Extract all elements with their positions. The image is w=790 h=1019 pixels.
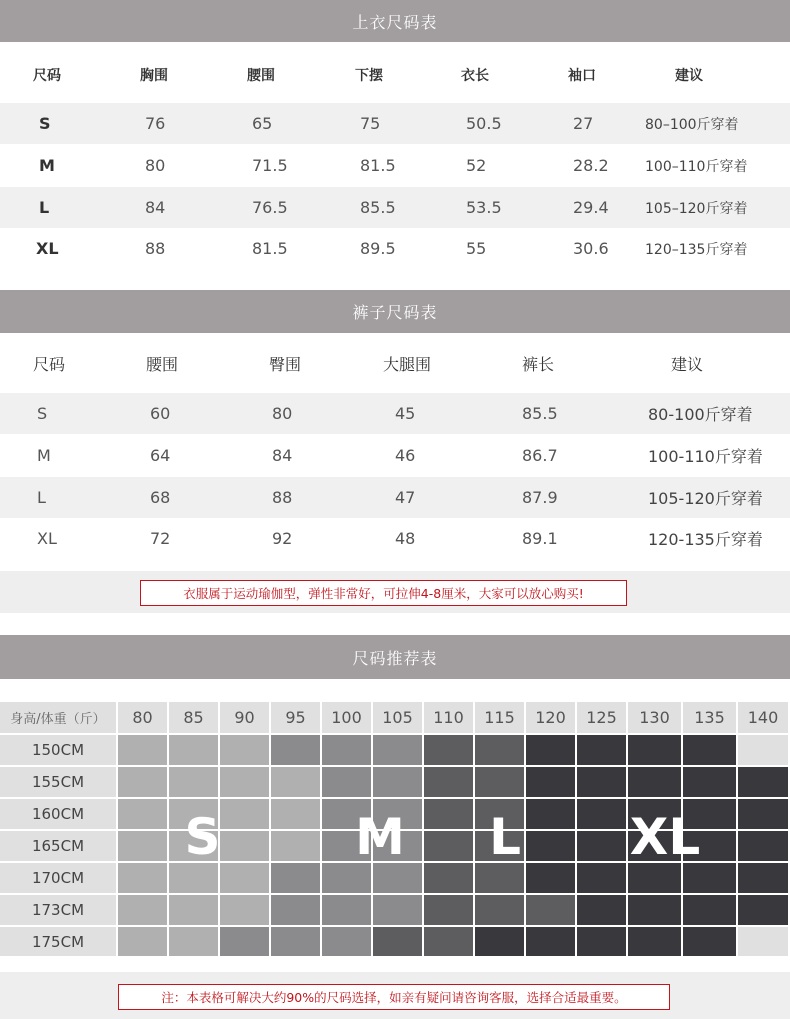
height-label: 175CM xyxy=(0,927,116,956)
measure-cell: 85.5 xyxy=(360,198,396,217)
size-block-cell xyxy=(220,927,269,956)
measure-cell: 92 xyxy=(272,529,293,548)
weight-header: 90 xyxy=(220,702,269,733)
measure-cell: 80 xyxy=(272,404,293,423)
size-block-cell xyxy=(424,767,473,797)
top-table-row xyxy=(0,228,790,269)
size-cell: S xyxy=(37,404,48,423)
weight-header: 110 xyxy=(424,702,473,733)
measure-cell: 28.2 xyxy=(573,156,609,175)
top-header-cell: 袖口 xyxy=(568,67,596,84)
grid-corner-label: 身高/体重（斤） xyxy=(0,702,116,733)
top-size-table xyxy=(0,42,790,290)
recommend-cell: 120–135斤穿着 xyxy=(645,241,748,258)
size-block-cell xyxy=(683,927,736,956)
pants-header-cell: 腰围 xyxy=(146,355,179,374)
size-block-cell xyxy=(738,767,788,797)
size-block-cell xyxy=(424,799,473,829)
size-block-cell xyxy=(738,863,788,893)
size-block-cell xyxy=(526,927,575,956)
measure-cell: 27 xyxy=(573,114,594,133)
pants-table-row xyxy=(0,393,790,434)
size-block-cell xyxy=(683,767,736,797)
measure-cell: 80 xyxy=(145,156,166,175)
size-block-cell xyxy=(271,799,320,829)
pants-table-title: 裤子尺码表 xyxy=(0,290,790,333)
measure-cell: 88 xyxy=(272,488,293,507)
size-block-cell xyxy=(475,895,524,925)
size-block-cell xyxy=(271,895,320,925)
weight-header: 105 xyxy=(373,702,422,733)
size-block-cell xyxy=(322,895,371,925)
measure-cell: 88 xyxy=(145,239,166,258)
size-block-cell xyxy=(373,895,422,925)
size-recommend-grid xyxy=(0,702,790,958)
pants-header-cell: 建议 xyxy=(671,355,704,374)
measure-cell: 71.5 xyxy=(252,156,288,175)
recommend-cell: 105-120斤穿着 xyxy=(648,489,763,508)
height-label: 173CM xyxy=(0,895,116,925)
weight-header: 100 xyxy=(322,702,371,733)
size-block-cell xyxy=(526,895,575,925)
pants-header-cell: 尺码 xyxy=(33,355,66,374)
size-block-cell xyxy=(424,927,473,956)
weight-header: 125 xyxy=(577,702,626,733)
size-block-cell xyxy=(738,831,788,861)
top-header-cell: 腰围 xyxy=(247,67,275,84)
measure-cell: 46 xyxy=(395,446,416,465)
measure-cell: 81.5 xyxy=(360,156,396,175)
top-header-cell: 下摆 xyxy=(355,67,383,84)
size-cell: XL xyxy=(36,239,59,258)
measure-cell: 89.5 xyxy=(360,239,396,258)
size-cell: XL xyxy=(37,529,57,548)
size-block-cell xyxy=(373,767,422,797)
weight-header: 115 xyxy=(475,702,524,733)
top-header-cell: 衣长 xyxy=(461,67,489,84)
size-block-cell xyxy=(628,767,681,797)
size-cell: S xyxy=(39,114,51,133)
weight-header: 120 xyxy=(526,702,575,733)
top-table-title: 上衣尺码表 xyxy=(0,0,790,42)
size-block-cell xyxy=(220,767,269,797)
height-label: 155CM xyxy=(0,767,116,797)
size-block-cell xyxy=(271,831,320,861)
pants-table-row xyxy=(0,477,790,518)
size-block-cell xyxy=(628,895,681,925)
top-table-row xyxy=(0,187,790,228)
size-block-cell xyxy=(271,863,320,893)
size-block-cell xyxy=(738,799,788,829)
pants-table-header xyxy=(0,343,790,384)
measure-cell: 65 xyxy=(252,114,273,133)
weight-header: 135 xyxy=(683,702,736,733)
size-block-cell xyxy=(322,767,371,797)
size-block-cell xyxy=(373,927,422,956)
recommend-table-title: 尺码推荐表 xyxy=(0,635,790,679)
size-block-cell xyxy=(475,767,524,797)
measure-cell: 76.5 xyxy=(252,198,288,217)
note-bar-1 xyxy=(0,571,790,613)
top-table-row xyxy=(0,103,790,144)
pants-header-cell: 裤长 xyxy=(522,355,555,374)
size-cell: L xyxy=(39,198,50,217)
size-block-cell xyxy=(526,767,575,797)
measure-cell: 81.5 xyxy=(252,239,288,258)
pants-header-cell: 臀围 xyxy=(269,355,302,374)
note-bar-2 xyxy=(0,972,790,1019)
size-block-cell xyxy=(577,927,626,956)
size-block-cell xyxy=(373,735,422,765)
measure-cell: 45 xyxy=(395,404,416,423)
size-block-cell xyxy=(322,735,371,765)
top-header-cell: 建议 xyxy=(675,67,703,84)
top-header-cell: 胸围 xyxy=(140,67,168,84)
weight-header: 85 xyxy=(169,702,218,733)
size-block-cell xyxy=(475,735,524,765)
measure-cell: 53.5 xyxy=(466,198,502,217)
size-block-cell xyxy=(577,767,626,797)
stretch-note: 衣服属于运动瑜伽型，弹性非常好，可拉伸4-8厘米，大家可以放心购买! xyxy=(140,580,627,606)
size-block-cell xyxy=(322,927,371,956)
size-block-cell xyxy=(118,895,167,925)
size-zone-label: S xyxy=(184,808,221,866)
measure-cell: 48 xyxy=(395,529,416,548)
top-header-cell: 尺码 xyxy=(33,67,61,84)
size-block-cell xyxy=(169,767,218,797)
measure-cell: 85.5 xyxy=(522,404,558,423)
size-block-cell xyxy=(220,895,269,925)
weight-header: 140 xyxy=(738,702,788,733)
recommend-cell: 120-135斤穿着 xyxy=(648,530,763,549)
recommend-cell: 100-110斤穿着 xyxy=(648,447,763,466)
height-label: 160CM xyxy=(0,799,116,829)
size-cell: L xyxy=(37,488,46,507)
size-cell: M xyxy=(39,156,55,175)
measure-cell: 84 xyxy=(272,446,293,465)
size-block-cell xyxy=(169,927,218,956)
size-block-cell xyxy=(628,927,681,956)
measure-cell: 52 xyxy=(466,156,487,175)
size-block-cell xyxy=(738,927,788,956)
size-block-cell xyxy=(526,735,575,765)
measure-cell: 30.6 xyxy=(573,239,609,258)
recommend-cell: 100–110斤穿着 xyxy=(645,158,748,175)
recommend-cell: 105–120斤穿着 xyxy=(645,200,748,217)
size-cell: M xyxy=(37,446,51,465)
height-label: 150CM xyxy=(0,735,116,765)
size-zone-label: M xyxy=(355,808,405,866)
size-block-cell xyxy=(118,767,167,797)
measure-cell: 47 xyxy=(395,488,416,507)
pants-table-row xyxy=(0,518,790,559)
measure-cell: 75 xyxy=(360,114,381,133)
size-block-cell xyxy=(271,735,320,765)
measure-cell: 60 xyxy=(150,404,171,423)
height-label: 165CM xyxy=(0,831,116,861)
size-block-cell xyxy=(271,767,320,797)
height-label: 170CM xyxy=(0,863,116,893)
size-zone-label: L xyxy=(489,808,521,866)
measure-cell: 84 xyxy=(145,198,166,217)
size-block-cell xyxy=(475,927,524,956)
top-table-row xyxy=(0,145,790,186)
size-block-cell xyxy=(628,735,681,765)
size-block-cell xyxy=(118,927,167,956)
size-block-cell xyxy=(424,735,473,765)
top-table-header xyxy=(0,54,790,95)
measure-cell: 86.7 xyxy=(522,446,558,465)
size-block-cell xyxy=(683,895,736,925)
size-block-cell xyxy=(118,735,167,765)
measure-cell: 89.1 xyxy=(522,529,558,548)
weight-header: 95 xyxy=(271,702,320,733)
size-block-cell xyxy=(169,895,218,925)
size-block-cell xyxy=(271,927,320,956)
weight-header: 80 xyxy=(118,702,167,733)
pants-table-row xyxy=(0,435,790,476)
pants-header-cell: 大腿围 xyxy=(383,355,432,374)
measure-cell: 68 xyxy=(150,488,171,507)
recommend-cell: 80–100斤穿着 xyxy=(645,116,739,133)
size-block-cell xyxy=(738,895,788,925)
weight-header: 130 xyxy=(628,702,681,733)
size-block-cell xyxy=(424,863,473,893)
measure-cell: 50.5 xyxy=(466,114,502,133)
size-block-cell xyxy=(424,831,473,861)
size-block-cell xyxy=(683,735,736,765)
pants-size-table xyxy=(0,333,790,571)
measure-cell: 29.4 xyxy=(573,198,609,217)
size-block-cell xyxy=(424,895,473,925)
measure-cell: 76 xyxy=(145,114,166,133)
size-block-cell xyxy=(738,735,788,765)
measure-cell: 55 xyxy=(466,239,487,258)
size-block-cell xyxy=(577,895,626,925)
size-zone-label: XL xyxy=(629,808,701,866)
measure-cell: 64 xyxy=(150,446,171,465)
size-block-cell xyxy=(577,735,626,765)
recommend-cell: 80-100斤穿着 xyxy=(648,405,753,424)
recommend-note: 注：本表格可解决大约90%的尺码选择，如亲有疑问请咨询客服，选择合适最重要。 xyxy=(118,984,670,1010)
measure-cell: 87.9 xyxy=(522,488,558,507)
size-block-cell xyxy=(169,735,218,765)
size-block-cell xyxy=(220,735,269,765)
measure-cell: 72 xyxy=(150,529,171,548)
